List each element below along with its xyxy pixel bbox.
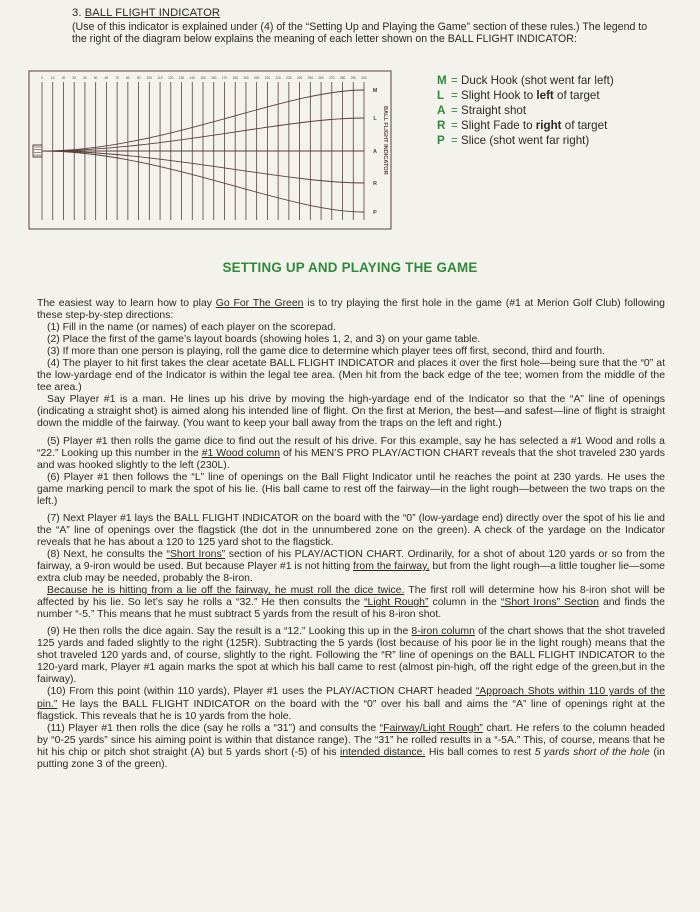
yardage-label: 140 [189,76,195,80]
flight-line-letter: M [372,88,378,94]
legend-key: M [437,74,447,87]
yardage-label: 110 [157,76,163,80]
yardage-label: 0 [41,76,43,80]
legend-text: of target [561,119,608,132]
legend-text: Slice (shot went far right) [461,134,590,147]
paragraph: (9) He then rolls the dice again. Say the result is a “12.” Looking this up in the 8-iron column of the chart shows that the shot traveled 125 yards and faded slightly to the right (125R). Subtracting the 5 yards (lost because of his poor lie in the light rough) means that the shot traveled 120 yards and, of course, slightly to the right. Following the “R” line of openings on the BALL FLIGHT INDICATOR to the 120-yard mark, Player #1 again marks the spot at which his ball came to rest (almost pin-high, off the right edge of the green,but in the fairway). [37,626,665,686]
yardage-label: 10 [50,76,55,80]
section-number: 3. [72,7,82,19]
legend-equals: = [451,89,461,102]
yardage-label: 150 [200,76,206,80]
section-title: BALL FLIGHT INDICATOR [84,7,221,19]
section-heading [72,7,220,20]
legend-text: of target [553,89,600,102]
ball-flight-indicator-diagram [28,70,392,230]
paragraph: (4) The player to hit first takes the clear acetate BALL FLIGHT INDICATOR and places it over the first hole—being sure that the “0” at the low-yardage end of the Indicator is within the legal tee area. (Men hit from the back edge of the tee; women from the middle of the tee area.) [37,358,665,394]
flight-line-letter: P [373,210,377,216]
yardage-label: 190 [243,76,249,80]
yardage-label: 30 [72,76,76,80]
yardage-label: 120 [168,76,174,80]
legend-equals: = [451,134,461,147]
legend-emphasis: left [536,89,554,102]
flight-line-letter: A [373,149,377,155]
legend-item [437,73,614,88]
legend-key: A [437,104,446,117]
yardage-label: 260 [318,76,324,80]
paragraph: (1) Fill in the name (or names) of each player on the scorepad. [47,322,336,334]
paragraph: Because he is hitting from a lie off the fairway, he must roll the dice twice. The first roll will determine how his 8-iron shot will be affected by his lie. So let’s say he rolls a “32.” He then consults the “Light Rough” column in the “Short Irons” Section and finds the number “-5.” This means that he must subtract 5 yards from the result of his 8-iron shot. [37,585,665,621]
yardage-label: 20 [61,76,66,80]
flight-line-letter: L [373,116,377,122]
section-intro: (Use of this indicator is explained under (4) of the “Setting Up and Playing the Game” section of these rules.) The legend to the right of the diagram below explains the meaning of each letter shown on the BALL FLIGHT INDICATOR: [72,21,648,46]
paragraph: (3) If more than one person is playing, roll the game dice to determine which player tees off first, second, third and fourth. [47,346,605,358]
yardage-label: 300 [361,76,367,80]
legend-item [437,118,614,133]
legend-text: Duck Hook (shot went far left) [461,74,614,87]
yardage-label: 290 [350,76,356,80]
legend-equals: = [451,74,461,87]
yardage-label: 80 [126,76,130,80]
legend-key: P [437,134,445,147]
yardage-label: 100 [146,76,152,80]
legend-text: Slight Fade to [461,119,536,132]
legend-item [437,88,614,103]
legend-key: L [437,89,445,102]
legend-equals: = [451,104,461,117]
yardage-label: 210 [264,76,271,80]
yardage-label: 130 [178,76,185,80]
legend-equals: = [451,119,461,132]
yardage-label: 70 [115,76,119,80]
yardage-label: 240 [296,76,303,80]
flight-line-letter: R [373,181,377,187]
paragraph: The easiest way to learn how to play Go For The Green is to try playing the first hole in the game (#1 at Merion Golf Club) following these step-by-step directions: [37,298,665,322]
yardage-label: 50 [93,76,98,80]
legend-key: R [437,119,446,132]
indicator-vertical-label: BALL FLIGHT INDICATOR [382,106,388,175]
legend [437,73,614,148]
yardage-label: 280 [339,76,346,80]
legend-emphasis: right [535,119,562,132]
legend-item [437,133,614,148]
yardage-label: 170 [221,76,228,80]
instructions [37,298,665,771]
paragraph: (7) Next Player #1 lays the BALL FLIGHT INDICATOR on the board with the “0” (low-yardage end) directly over the spot of his lie and the “A” line of openings over the flagstick (the dot in the unnumbered zone on the green). A check of the yardage on the Indicator reveals that he has about a 120 to 125 yard shot to the flagstick. [37,512,665,548]
legend-item [437,103,614,118]
paragraph: Say Player #1 is a man. He lines up his drive by moving the high-yardage end of the Indicator so that the “A” line of openings (indicating a straight shot) is aimed along his intended line of flight. On the first at Merion, the best—and safest—line of flight is straight down the middle of the fairway. (You want to keep your ball away from the traps on the left and right.) [37,394,665,430]
yardage-label: 270 [329,76,335,80]
yardage-label: 230 [286,76,292,80]
yardage-label: 250 [307,76,313,80]
paragraph: (10) From this point (within 110 yards), Player #1 uses the PLAY/ACTION CHART headed “Approach Shots within 110 yards of the pin.” He lays the BALL FLIGHT INDICATOR on the board with the “0” over his ball and aims the “A” line of openings right at the flagstick. This reveals that he is 10 yards from the hole. [37,686,665,722]
yardage-label: 60 [104,76,109,80]
paragraph: (2) Place the first of the game’s layout boards (showing holes 1, 2, and 3) on your game table. [47,334,481,346]
paragraph: (5) Player #1 then rolls the game dice to find out the result of his drive. For this example, say he has selected a #1 Wood and rolls a “22.” Looking up this number in the #1 Wood column of his MEN’S PRO PLAY/ACTION CHART reveals that the shot traveled 230 yards and was hooked slightly to the left (230L). [37,435,665,471]
legend-text: Slight Hook to [461,89,537,102]
yardage-label: 200 [254,76,260,80]
yardage-label: 220 [275,76,281,80]
yardage-label: 40 [83,76,87,80]
legend-text: Straight shot [461,104,527,117]
paragraph: (6) Player #1 then follows the “L” line of openings on the Ball Flight Indicator until he reaches the point at 230 yards. He uses the game marking pencil to mark the spot of his lie. (His ball came to rest off the fairway—in the light rough—between the two traps on the left.) [37,471,665,507]
yardage-label: 160 [211,76,217,80]
yardage-label: 90 [136,76,141,80]
main-title: SETTING UP AND PLAYING THE GAME [222,260,478,275]
paragraph: (8) Next, he consults the “Short Irons” section of his PLAY/ACTION CHART. Ordinarily, for a shot of about 120 yards or so from the fairway, a 9-iron would be used. But because Player #1 is not hitting from the fairway, but from the light rough—a little tougher lie—some extra club may be needed, probably the 8-iron. [37,548,665,585]
paragraph: (11) Player #1 then rolls the dice (say he rolls a “31”) and consults the “Fairway/Light Rough” chart. He refers to the column headed by “0-25 yards” since his aiming point is within that distance range). The “31” he rolled results in a “-5A.” This, of course, means that he hit his chip or pitch shot straight (A) but 5 yards short (-5) of his intended distance. His ball comes to rest 5 yards short of the hole (in putting zone 3 of the green). [37,722,665,770]
yardage-label: 180 [232,76,238,80]
